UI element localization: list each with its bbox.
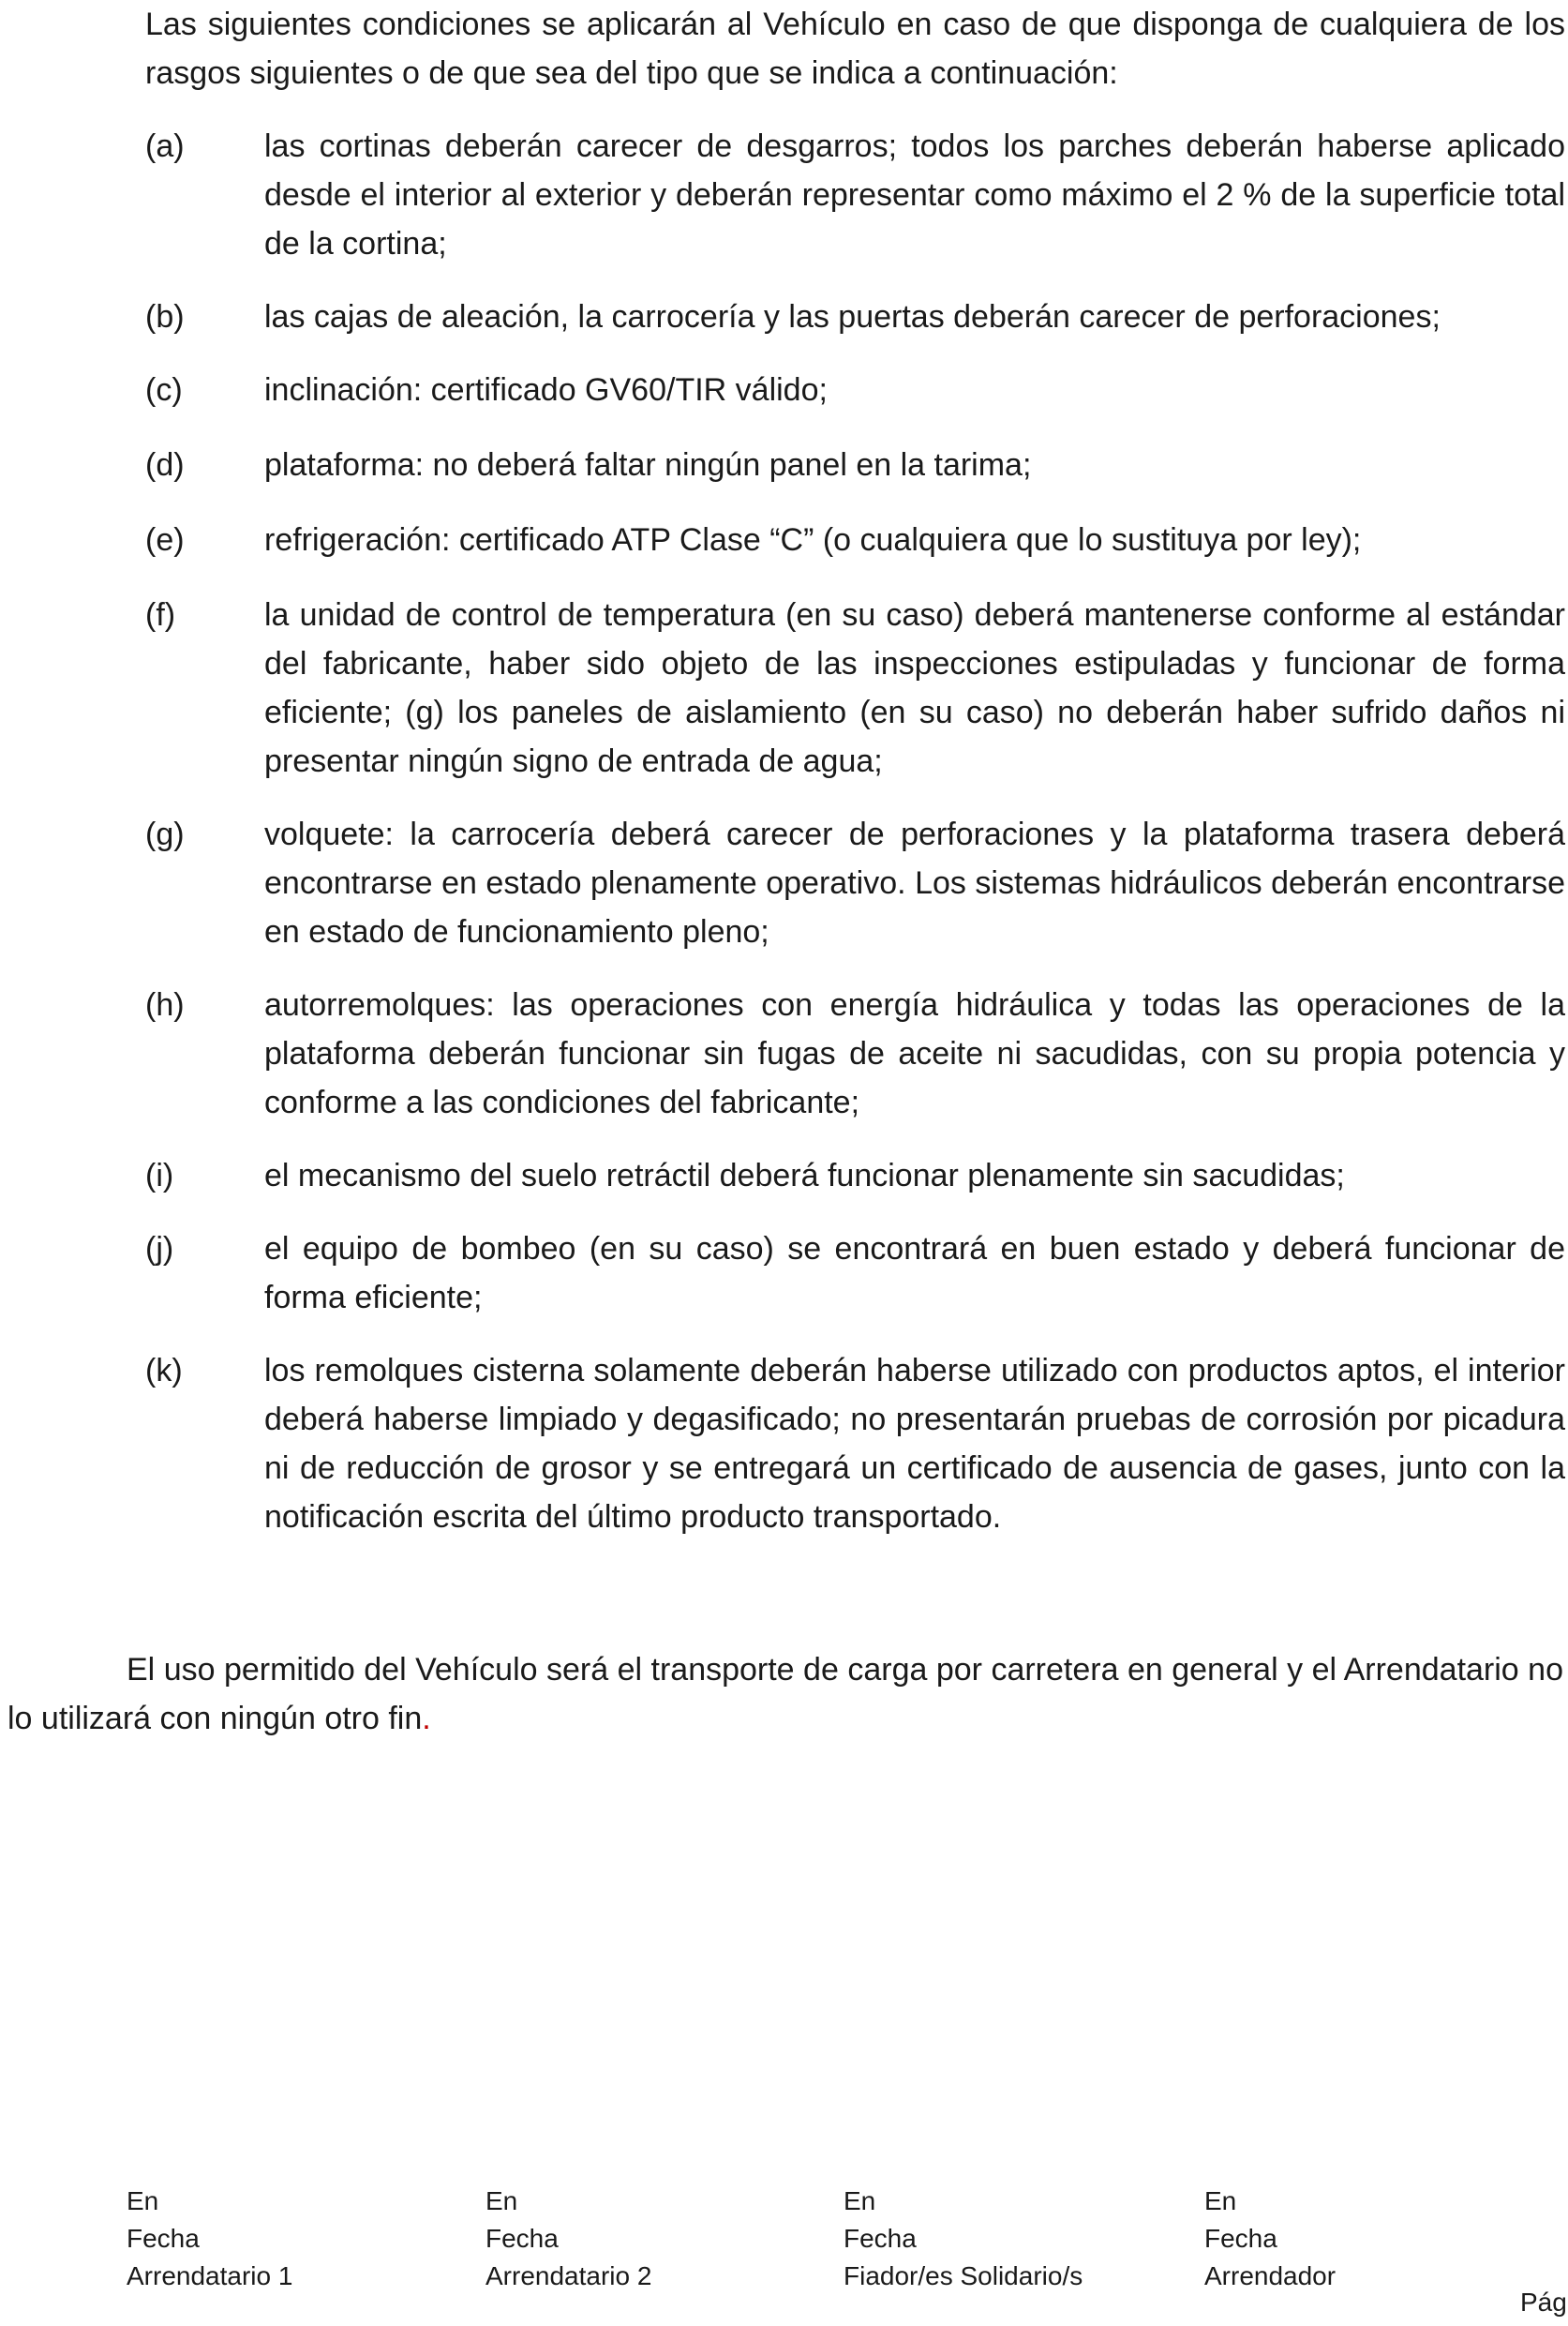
item-label: (c) (145, 372, 183, 408)
signature-block-arrendador (1204, 2183, 1336, 2295)
intro-paragraph: Las siguientes condiciones se aplicarán al Vehículo en caso de que disponga de cualquiera de los rasgos siguientes o de que sea del tipo que se indica a continuación: (145, 7, 1565, 91)
item-text: inclinación: certificado GV60/TIR válido; (264, 372, 828, 408)
signature-party: Fiador/es Solidario/s (844, 2261, 1083, 2290)
item-label: (a) (145, 128, 185, 164)
signature-party: Arrendador (1204, 2261, 1337, 2290)
signature-date: Fecha (844, 2224, 917, 2253)
closing-period: . (422, 1701, 431, 1736)
item-label: (d) (145, 447, 185, 483)
item-label: (g) (145, 817, 185, 852)
item-text: la unidad de control de temperatura (en su caso) deberá mantenerse conforme al estándar del fabricante, haber sido objeto de las inspecciones estipuladas y funcionar de forma eficiente; (g) los paneles de aislamiento (en su caso) no deberán haber sufrido daños ni presentar ningún signo de entrada de agua; (264, 597, 1565, 779)
item-text: las cajas de aleación, la carrocería y las puertas deberán carecer de perforaciones; (264, 299, 1441, 335)
page-number-label: Pág (1520, 2288, 1567, 2317)
signature-place: En (485, 2186, 518, 2215)
signature-block-arrendatario-1 (127, 2183, 292, 2295)
signature-place: En (127, 2186, 159, 2215)
signature-party: Arrendatario 2 (485, 2261, 652, 2290)
item-label: (f) (145, 597, 176, 633)
item-text: los remolques cisterna solamente deberán haberse utilizado con productos aptos, el interior deberá haberse limpiado y degasificado; no presentarán pruebas de corrosión por picadura ni de reducción de grosor y se entregará un certificado de ausencia de gases, junto con la notificación escrita del último producto transportado. (264, 1353, 1565, 1535)
item-text: refrigeración: certificado ATP Clase “C” (o cualquiera que lo sustituya por ley); (264, 522, 1362, 558)
signature-date: Fecha (1204, 2224, 1277, 2253)
item-label: (e) (145, 522, 185, 558)
signature-party: Arrendatario 1 (127, 2261, 293, 2290)
item-label: (h) (145, 987, 185, 1023)
signature-block-arrendatario-2 (485, 2183, 651, 2295)
item-text: volquete: la carrocería deberá carecer de perforaciones y la plataforma trasera deberá encontrarse en estado plenamente operativo. Los sistemas hidráulicos deberán encontrarse en estado de funcionamiento pleno; (264, 817, 1565, 950)
signature-place: En (1204, 2186, 1237, 2215)
signature-date: Fecha (485, 2224, 559, 2253)
signature-place: En (844, 2186, 876, 2215)
item-text: el mecanismo del suelo retráctil deberá funcionar plenamente sin sacudidas; (264, 1158, 1345, 1193)
item-text: plataforma: no deberá faltar ningún panel en la tarima; (264, 447, 1032, 483)
signature-block-fiador (844, 2183, 1083, 2295)
signature-date: Fecha (127, 2224, 200, 2253)
item-label: (j) (145, 1231, 174, 1267)
item-label: (k) (145, 1353, 183, 1388)
item-text: el equipo de bombeo (en su caso) se encontrará en buen estado y deberá funcionar de forma eficiente; (264, 1231, 1565, 1315)
item-text: las cortinas deberán carecer de desgarros; todos los parches deberán haberse aplicado desde el interior al exterior y deberán representar como máximo el 2 % de la superficie total de la cortina; (264, 128, 1565, 262)
item-text: autorremolques: las operaciones con energía hidráulica y todas las operaciones de la plataforma deberán funcionar sin fugas de aceite ni sacudidas, con su propia potencia y conforme a las condiciones del fabricante; (264, 987, 1565, 1120)
closing-text: El uso permitido del Vehículo será el transporte de carga por carretera en general y el Arrendatario no lo utilizará con ningún otro fin (7, 1652, 1563, 1736)
closing-paragraph (7, 1645, 1563, 1743)
item-label: (b) (145, 299, 185, 335)
item-label: (i) (145, 1158, 174, 1193)
